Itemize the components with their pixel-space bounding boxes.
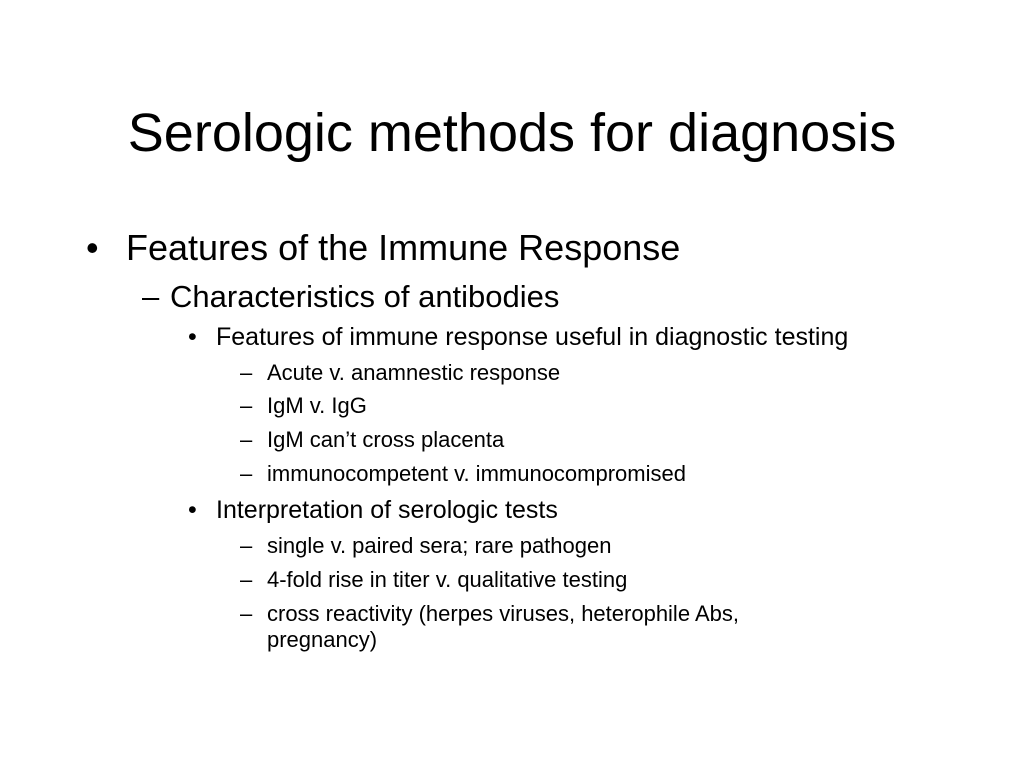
bullet-marker: • — [188, 496, 197, 524]
dash-marker: – — [142, 279, 160, 314]
list-item-text: Acute v. anamnestic response — [267, 360, 561, 385]
dash-marker: – — [240, 461, 253, 486]
list-item-text: single v. paired sera; rare pathogen — [267, 533, 612, 558]
bullet-l3-text: Interpretation of serologic tests — [216, 496, 558, 524]
bullet-l1-text: Features of the Immune Response — [126, 227, 681, 268]
list-item-text: IgM v. IgG — [267, 393, 367, 418]
list-item-text: immunocompetent v. immunocompromised — [267, 461, 686, 486]
list-item-text: IgM can’t cross placenta — [267, 427, 505, 452]
dash-marker: – — [240, 567, 253, 592]
bullet-marker: • — [86, 227, 99, 268]
dash-marker: – — [240, 601, 253, 626]
bullet-l3-text: Features of immune response useful in diagnostic testing — [216, 323, 849, 351]
list-item-text: cross reactivity (herpes viruses, heterophile Abs, pregnancy) — [267, 601, 739, 652]
slide-title: Serologic methods for diagnosis — [127, 103, 897, 163]
bullet-l2-text: Characteristics of antibodies — [170, 279, 560, 314]
list-item-text: 4-fold rise in titer v. qualitative testing — [267, 567, 628, 592]
dash-marker: – — [240, 360, 253, 385]
dash-marker: – — [240, 427, 253, 452]
dash-marker: – — [240, 393, 253, 418]
bullet-marker: • — [188, 323, 197, 351]
dash-marker: – — [240, 533, 253, 558]
